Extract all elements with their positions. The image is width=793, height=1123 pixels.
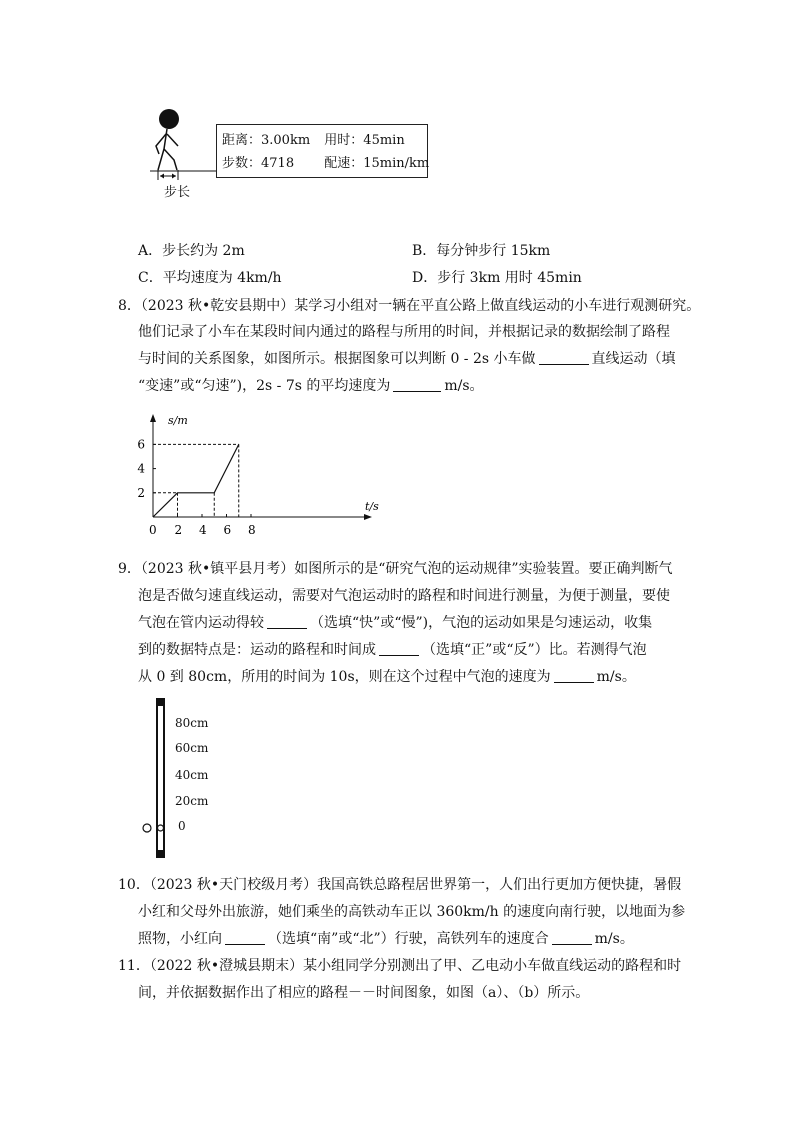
q10-line-3b: （选填“南”或“北”）行驶，高铁列车的速度合 bbox=[268, 931, 549, 947]
distance-text: 距离：3.00km bbox=[222, 133, 311, 148]
distance-time-chart bbox=[137, 410, 390, 540]
x-tick-label: 6 bbox=[223, 523, 232, 537]
x-tick-label: 8 bbox=[248, 523, 256, 537]
q9-line-5b: m/s。 bbox=[596, 669, 636, 685]
q10-blank-1[interactable] bbox=[225, 930, 265, 945]
stats-row-2 bbox=[222, 152, 429, 171]
ruler-mark-20: 20cm bbox=[175, 794, 209, 808]
time-text: 用时：45min bbox=[324, 133, 405, 148]
q8-line-4-unit: m/s。 bbox=[444, 378, 484, 394]
bubble-outside bbox=[143, 824, 151, 832]
q8-line-3b: 直线运动（填 bbox=[591, 351, 676, 367]
q11-line-1: 11．（2022 秋•澄城县期末）某小组同学分别测出了甲、乙电动小车做直线运动的路程和时 bbox=[118, 958, 682, 974]
q9-line-3b: （选填“快”或“慢”)，气泡的运动如果是匀速运动，收集 bbox=[310, 615, 653, 631]
x-tick-label: 2 bbox=[174, 523, 183, 537]
x-tick-label: 0 bbox=[149, 523, 157, 537]
x-axis-label: t/s bbox=[365, 500, 379, 513]
tube-bottom-cap bbox=[156, 850, 165, 858]
q9-line-4b: （选填“正”或“反”）比。若测得气泡 bbox=[422, 642, 647, 658]
walker-head bbox=[159, 109, 179, 129]
ruler-mark-40: 40cm bbox=[175, 768, 209, 782]
series-line bbox=[153, 444, 239, 517]
option-c: C．平均速度为 4km/h bbox=[138, 270, 282, 286]
y-axis-label: s/m bbox=[168, 414, 188, 427]
q9-blank-3[interactable] bbox=[554, 668, 594, 683]
q8-line-3 bbox=[138, 349, 676, 369]
y-tick-label: 2 bbox=[137, 485, 145, 500]
y-tick-label: 4 bbox=[137, 461, 145, 476]
q8-line-4a: “变速”或“匀速”)，2s - 7s 的平均速度为 bbox=[138, 378, 391, 394]
q10-line-1: 10．（2023 秋•天门校级月考）我国高铁总路程居世界第一，人们出行更加方便快捷，暑假 bbox=[118, 877, 682, 893]
q10-line-2: 小红和父母外出旅游，她们乘坐的高铁动车正以 360km/h 的速度向南行驶，以地面为参 bbox=[138, 904, 686, 920]
q9-line-1: 9．（2023 秋•镇平县月考）如图所示的是“研究气泡的运动规律”实验装置。要正确判断气 bbox=[118, 561, 673, 577]
q10-line-3a: 照物，小红向 bbox=[138, 931, 222, 947]
q11-line-2: 间，并依据数据作出了相应的路程－－时间图象，如图（a）、（b）所示。 bbox=[138, 985, 590, 1001]
option-d: D．步行 3km 用时 45min bbox=[412, 270, 582, 286]
ruler-mark-80: 80cm bbox=[175, 716, 209, 730]
ruler-mark-60: 60cm bbox=[175, 741, 209, 755]
tube-top-cap bbox=[156, 698, 165, 706]
option-b: B．每分钟步行 15km bbox=[412, 243, 551, 259]
q9-line-4 bbox=[138, 640, 647, 660]
q8-blank-1[interactable] bbox=[539, 350, 589, 365]
fitness-stats-box bbox=[216, 124, 428, 178]
walker-body bbox=[156, 129, 178, 170]
y-axis-arrow bbox=[150, 414, 156, 422]
q10-line-3c: m/s。 bbox=[594, 931, 634, 947]
option-a: A．步长约为 2m bbox=[138, 243, 245, 259]
x-axis-arrow bbox=[364, 514, 372, 520]
bubble-icon bbox=[158, 825, 164, 831]
q9-line-3 bbox=[138, 613, 652, 633]
q8-line-3a: 与时间的关系图象，如图所示。根据图象可以判断 0 - 2s 小车做 bbox=[138, 351, 536, 367]
ruler-mark-0: 0 bbox=[178, 819, 186, 833]
step-label: 步长 bbox=[164, 185, 191, 200]
y-tick-label: 6 bbox=[137, 437, 145, 452]
q10-blank-2[interactable] bbox=[552, 930, 592, 945]
q9-line-3a: 气泡在管内运动得较 bbox=[138, 615, 264, 631]
x-tick-label: 4 bbox=[199, 523, 207, 537]
q9-line-4a: 到的数据特点是：运动的路程和时间成 bbox=[138, 642, 376, 658]
steps-text: 步数：4718 bbox=[222, 156, 295, 171]
pace-text: 配速：15min/km bbox=[324, 156, 430, 171]
q9-blank-1[interactable] bbox=[267, 614, 307, 629]
q8-line-1: 8．（2023 秋•乾安县期中）某学习小组对一辆在平直公路上做直线运动的小车进行观测研究。 bbox=[118, 298, 701, 314]
q9-line-2: 泡是否做匀速直线运动，需要对气泡运动时的路程和时间进行测量，为便于测量，要使 bbox=[138, 588, 670, 604]
stats-row-1 bbox=[222, 129, 405, 148]
q9-line-5a: 从 0 到 80cm，所用的时间为 10s，则在这个过程中气泡的速度为 bbox=[138, 669, 551, 685]
q8-line-4 bbox=[138, 376, 484, 396]
bubble-tube-figure bbox=[138, 696, 178, 862]
q8-blank-2[interactable] bbox=[393, 377, 441, 392]
q9-blank-2[interactable] bbox=[379, 641, 419, 656]
q8-line-2: 他们记录了小车在某段时间内通过的路程与所用的时间，并根据记录的数据绘制了路程 bbox=[138, 324, 670, 340]
q10-line-3 bbox=[138, 929, 634, 949]
q9-line-5 bbox=[138, 667, 636, 687]
